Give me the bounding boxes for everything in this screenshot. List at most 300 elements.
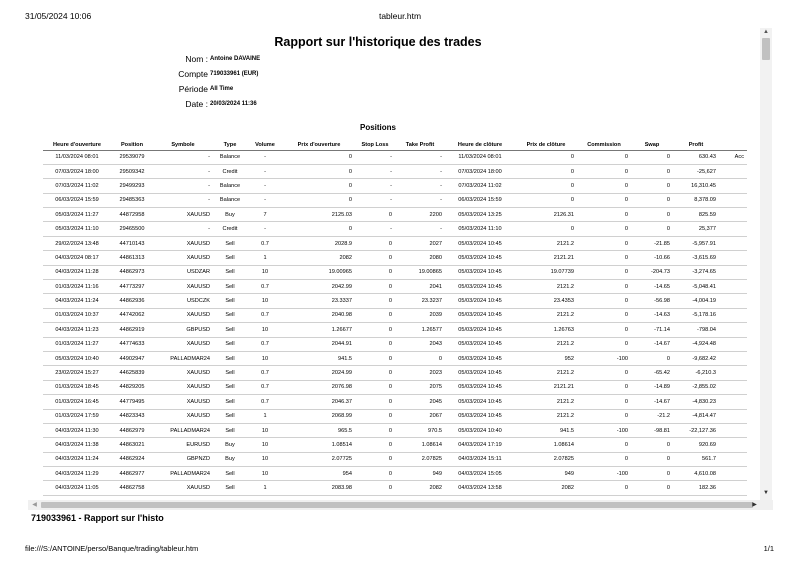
- table-cell: XAUUSD: [186, 211, 210, 218]
- table-cell: Acc: [734, 154, 744, 161]
- table-cell: 0: [624, 154, 628, 161]
- table-cell: 44773297: [119, 283, 145, 290]
- table-cell: 1.08514: [331, 442, 352, 448]
- table-cell: Buy: [225, 456, 235, 463]
- table-cell: 1.08614: [553, 442, 574, 448]
- table-cell: USDCZK: [187, 298, 210, 305]
- table-cell: 07/03/2024 11:02: [458, 182, 502, 189]
- table-cell: 0.7: [261, 370, 269, 377]
- table-cell: -14.65: [654, 283, 670, 290]
- table-cell: 630.43: [698, 154, 716, 161]
- table-cell: 1: [263, 485, 267, 492]
- table-cell: -14.67: [654, 341, 670, 348]
- table-cell: 2068.99: [331, 413, 352, 420]
- table-cell: Credit: [222, 168, 238, 175]
- table-cell: -: [440, 182, 442, 189]
- table-cell: 2024.99: [331, 370, 352, 377]
- table-cell: 05/03/2024 10:45: [458, 283, 502, 290]
- table-cell: 44862979: [119, 427, 145, 434]
- table-cell: 2076.98: [331, 384, 352, 391]
- table-cell: 0: [570, 182, 574, 189]
- table-cell: -3,615.69: [692, 254, 716, 261]
- table-cell: -: [390, 182, 392, 189]
- table-cell: 29539079: [119, 154, 145, 161]
- table-cell: Balance: [219, 182, 241, 189]
- vertical-scrollbar[interactable]: [760, 28, 772, 500]
- column-header: Profit: [688, 141, 704, 148]
- print-header: [0, 11, 800, 25]
- column-header: Prix d'ouverture: [297, 141, 341, 148]
- table-row: [43, 164, 747, 178]
- table-cell: 07/03/2024 11:02: [55, 182, 99, 189]
- meta-label: Compte: [178, 69, 208, 79]
- table-cell: 2039: [429, 312, 442, 319]
- table-cell: 0: [624, 240, 628, 247]
- table-cell: Sell: [225, 269, 235, 276]
- table-cell: 44829205: [119, 384, 145, 391]
- table-cell: Sell: [225, 283, 235, 290]
- table-row: [43, 323, 747, 337]
- table-cell: 05/03/2024 10:45: [458, 240, 502, 247]
- table-cell: 04/03/2024 11:23: [55, 326, 99, 333]
- table-cell: 0.7: [261, 384, 269, 391]
- table-cell: 29509342: [119, 168, 145, 175]
- table-cell: 2121.2: [556, 240, 574, 247]
- table-cell: -: [208, 182, 210, 189]
- table-cell: 0: [624, 485, 628, 492]
- table-cell: 1: [263, 254, 267, 261]
- table-row: [43, 481, 747, 495]
- table-cell: 29485363: [119, 197, 145, 204]
- table-cell: [719, 337, 747, 351]
- table-cell: 44862973: [119, 269, 145, 276]
- table-cell: 19.00865: [418, 269, 442, 276]
- table-cell: 05/03/2024 10:40: [55, 355, 99, 362]
- table-cell: 0.7: [261, 398, 269, 405]
- table-cell: 04/03/2024 11:05: [55, 485, 99, 492]
- table-cell: 0: [388, 442, 392, 448]
- table-cell: 0: [388, 326, 392, 333]
- table-cell: 05/03/2024 10:45: [458, 298, 502, 305]
- table-cell: 05/03/2024 11:10: [458, 226, 502, 233]
- table-cell: 2125.03: [331, 211, 352, 218]
- scroll-left-icon[interactable]: ◀: [32, 502, 37, 508]
- table-cell: 0: [624, 384, 628, 391]
- column-header: Prix de clôture: [526, 141, 566, 148]
- table-cell: 2121.2: [556, 413, 574, 420]
- table-cell: 05/03/2024 11:10: [55, 226, 99, 233]
- table-cell: -: [440, 226, 442, 233]
- table-cell: 2041: [429, 283, 442, 290]
- vertical-scroll-thumb[interactable]: [762, 38, 770, 60]
- table-cell: 2.07825: [421, 456, 442, 463]
- table-cell: [719, 265, 747, 279]
- table-cell: XAUUSD: [186, 413, 210, 420]
- table-cell: 44872958: [119, 211, 145, 218]
- table-cell: -: [208, 197, 210, 204]
- table-cell: -: [390, 226, 392, 233]
- table-cell: -4,830.23: [692, 398, 716, 405]
- table-cell: 0: [624, 298, 628, 305]
- table-cell: 2121.2: [556, 283, 574, 290]
- table-cell: 2121.21: [553, 384, 574, 391]
- table-cell: 23.4353: [553, 298, 574, 305]
- table-cell: -56.98: [654, 298, 670, 305]
- table-cell: 01/03/2024 18:45: [55, 384, 99, 391]
- table-cell: 0: [388, 427, 392, 434]
- table-cell: [719, 208, 747, 222]
- table-cell: Sell: [225, 355, 235, 362]
- table-cell: 2027: [429, 240, 442, 247]
- table-cell: 44823343: [119, 413, 145, 420]
- table-cell: Balance: [219, 197, 241, 204]
- table-row: [43, 380, 747, 394]
- table-cell: 07/03/2024 18:00: [55, 168, 99, 175]
- table-cell: 965.5: [338, 427, 352, 434]
- table-cell: Sell: [225, 413, 235, 420]
- table-cell: 0: [388, 456, 392, 463]
- table-cell: 0: [348, 226, 352, 233]
- table-cell: 0: [666, 485, 670, 492]
- table-cell: 0: [624, 312, 628, 319]
- table-cell: 05/03/2024 10:45: [458, 341, 502, 348]
- table-cell: Sell: [225, 485, 235, 492]
- table-cell: 04/03/2024 11:29: [55, 470, 99, 477]
- sheet-tab[interactable]: 719033961 - Rapport sur l'histo: [31, 513, 164, 523]
- table-cell: 0: [388, 298, 392, 305]
- table-cell: 23/02/2024 15:27: [55, 370, 99, 377]
- table-cell: [719, 380, 747, 394]
- print-datetime: 31/05/2024 10:06: [25, 11, 92, 21]
- table-cell: Sell: [225, 384, 235, 391]
- column-header: Symbole: [171, 141, 195, 148]
- table-cell: Sell: [225, 427, 235, 434]
- table-cell: 44862919: [119, 326, 145, 333]
- table-row: [43, 236, 747, 250]
- table-cell: [719, 193, 747, 207]
- table-cell: -10.66: [654, 254, 670, 261]
- table-cell: -100: [616, 355, 628, 362]
- table-cell: 561.7: [702, 456, 716, 463]
- table-cell: 0: [624, 269, 628, 276]
- table-cell: 2200: [429, 211, 442, 218]
- table-cell: -: [440, 168, 442, 175]
- table-cell: [719, 222, 747, 236]
- table-cell: 05/03/2024 10:45: [458, 326, 502, 333]
- table-header-row: [43, 140, 747, 150]
- table-cell: [719, 179, 747, 193]
- table-cell: Sell: [225, 240, 235, 247]
- table-cell: 10: [261, 456, 269, 463]
- table-cell: 05/03/2024 10:45: [458, 384, 502, 391]
- table-cell: 10: [261, 355, 269, 362]
- table-cell: 05/03/2024 10:45: [458, 413, 502, 420]
- table-cell: 0: [666, 456, 670, 463]
- table-cell: 2121.2: [556, 398, 574, 405]
- table-cell: 44710143: [119, 240, 145, 247]
- table-cell: -: [208, 226, 210, 233]
- table-cell: [719, 409, 747, 423]
- table-cell: 04/03/2024 11:28: [55, 269, 99, 276]
- table-cell: 23.3337: [331, 298, 352, 305]
- table-row: [43, 337, 747, 351]
- table-cell: 2046.37: [331, 398, 352, 405]
- table-cell: 0: [624, 370, 628, 377]
- table-cell: 16,310.45: [691, 182, 716, 189]
- table-cell: Sell: [225, 470, 235, 477]
- table-cell: -6,210.3: [695, 370, 716, 377]
- table-row: [43, 294, 747, 308]
- table-cell: -4,004.19: [692, 298, 716, 305]
- table-cell: -14.63: [654, 312, 670, 319]
- table-cell: 04/03/2024 11:30: [55, 427, 99, 434]
- table-cell: 06/03/2024 15:59: [55, 197, 99, 204]
- print-path: file:///S:/ANTOINE/perso/Banque/trading/tableur.htm: [25, 544, 199, 553]
- table-cell: 04/03/2024 08:17: [55, 254, 99, 261]
- table-cell: 2075: [429, 384, 442, 391]
- table-cell: 2.07825: [553, 456, 574, 463]
- table-cell: 04/03/2024 11:24: [55, 456, 99, 463]
- table-row: [43, 452, 747, 466]
- table-cell: 0: [666, 182, 670, 189]
- table-cell: 4,610.08: [694, 470, 716, 477]
- table-cell: 2121.2: [556, 341, 574, 348]
- table-cell: -21.2: [657, 413, 670, 420]
- table-cell: 2042.99: [331, 283, 352, 290]
- table-cell: 0: [388, 470, 392, 477]
- table-cell: 0: [666, 442, 670, 448]
- table-cell: [719, 251, 747, 265]
- meta-label: Période: [178, 84, 208, 94]
- table-cell: 8,378.09: [694, 197, 716, 204]
- table-cell: Credit: [222, 226, 238, 233]
- table-cell: 01/03/2024 17:59: [55, 413, 99, 420]
- table-cell: 11/03/2024 08:01: [458, 154, 502, 161]
- sheet-content: [28, 28, 768, 500]
- table-cell: 29499293: [119, 182, 145, 189]
- table-cell: Sell: [225, 312, 235, 319]
- table-cell: -71.14: [654, 326, 670, 333]
- table-cell: 954: [342, 470, 352, 477]
- table-cell: 2121.2: [556, 370, 574, 377]
- table-cell: -: [264, 154, 266, 161]
- table-cell: 920.69: [698, 442, 716, 448]
- table-cell: -4,814.47: [692, 413, 716, 420]
- print-page-number: 1/1: [763, 544, 774, 553]
- table-cell: Sell: [225, 398, 235, 405]
- table-cell: 2045: [429, 398, 442, 405]
- table-cell: [719, 294, 747, 308]
- table-cell: -798.04: [697, 326, 716, 333]
- table-cell: 0: [666, 168, 670, 175]
- scroll-right-icon[interactable]: ▶: [752, 502, 757, 508]
- table-cell: 44861313: [119, 254, 145, 261]
- table-cell: 44862936: [119, 298, 145, 305]
- table-cell: [719, 280, 747, 294]
- table-cell: 0: [624, 456, 628, 463]
- table-cell: 0: [348, 168, 352, 175]
- table-cell: 1.26577: [421, 326, 442, 333]
- column-header: Commission: [587, 141, 621, 148]
- table-cell: -100: [616, 427, 628, 434]
- table-cell: 0: [666, 211, 670, 218]
- table-cell: 0: [624, 326, 628, 333]
- table-cell: XAUUSD: [186, 398, 210, 405]
- table-cell: 0: [624, 341, 628, 348]
- table-cell: 2082: [429, 485, 442, 492]
- meta-label: Nom :: [185, 54, 208, 64]
- positions-table: [43, 140, 747, 496]
- table-cell: 01/03/2024 11:27: [55, 341, 99, 348]
- table-cell: 0: [624, 283, 628, 290]
- meta-value: 20/03/2024 11:36: [210, 101, 257, 107]
- table-cell: 01/03/2024 16:45: [55, 398, 99, 405]
- table-cell: 05/03/2024 10:45: [458, 355, 502, 362]
- table-cell: 952: [564, 355, 574, 362]
- table-cell: Sell: [225, 298, 235, 305]
- table-cell: 44902947: [119, 355, 145, 362]
- table-cell: 0: [624, 226, 628, 233]
- table-cell: 949: [564, 470, 574, 477]
- table-cell: 0.7: [261, 312, 269, 319]
- table-cell: 2023: [429, 370, 442, 377]
- table-cell: 05/03/2024 10:45: [458, 370, 502, 377]
- column-header: Position: [120, 141, 144, 148]
- table-cell: -: [440, 197, 442, 204]
- table-cell: 19.07739: [550, 269, 574, 276]
- table-cell: 19.00965: [328, 269, 352, 276]
- table-cell: -100: [616, 470, 628, 477]
- table-cell: -: [390, 154, 392, 161]
- table-cell: Sell: [225, 370, 235, 377]
- table-cell: -: [208, 168, 210, 175]
- table-cell: [719, 236, 747, 250]
- table-cell: [719, 467, 747, 481]
- table-cell: 0: [570, 168, 574, 175]
- report-meta: [168, 52, 260, 112]
- table-cell: -98.81: [654, 427, 670, 434]
- horizontal-scrollbar[interactable]: [28, 500, 773, 510]
- positions-body: [43, 150, 747, 495]
- scroll-down-icon[interactable]: ▼: [763, 490, 769, 496]
- table-cell: 05/03/2024 10:45: [458, 312, 502, 319]
- table-cell: -: [264, 182, 266, 189]
- table-cell: PALLADMAR24: [170, 470, 210, 477]
- table-cell: 05/03/2024 11:27: [55, 211, 99, 218]
- table-cell: 0: [570, 226, 574, 233]
- column-header: Type: [223, 141, 237, 148]
- table-cell: [719, 395, 747, 409]
- table-cell: 0: [624, 413, 628, 420]
- table-row: [43, 222, 747, 236]
- table-cell: 2043: [429, 341, 442, 348]
- table-cell: 2082: [339, 254, 352, 261]
- table-cell: 44742062: [119, 312, 145, 319]
- column-header: Take Profit: [405, 141, 435, 148]
- meta-row-date: [168, 97, 260, 112]
- table-row: [43, 265, 747, 279]
- table-cell: 0: [666, 470, 670, 477]
- column-header: [719, 140, 747, 150]
- table-cell: 07/03/2024 18:00: [458, 168, 502, 175]
- table-cell: 01/03/2024 10:37: [55, 312, 99, 319]
- table-cell: -5,048.41: [692, 283, 716, 290]
- table-cell: 0: [666, 154, 670, 161]
- horizontal-scroll-thumb[interactable]: [41, 502, 753, 508]
- table-cell: USDZAR: [187, 269, 210, 276]
- table-cell: 04/03/2024 11:24: [55, 298, 99, 305]
- table-cell: Buy: [225, 211, 235, 218]
- table-cell: 0.7: [261, 240, 269, 247]
- table-cell: -: [264, 197, 266, 204]
- table-cell: XAUUSD: [186, 283, 210, 290]
- table-cell: 0: [388, 312, 392, 319]
- table-cell: -: [208, 154, 210, 161]
- scroll-up-icon[interactable]: ▲: [763, 29, 769, 35]
- table-cell: 0: [348, 182, 352, 189]
- table-row: [43, 438, 747, 452]
- table-cell: 10: [261, 427, 269, 434]
- table-row: [43, 280, 747, 294]
- meta-value: Antoine DAVAINE: [210, 56, 261, 62]
- table-row: [43, 351, 747, 365]
- table-cell: 1: [263, 413, 267, 420]
- table-cell: XAUUSD: [186, 485, 210, 492]
- table-cell: EURUSD: [186, 442, 210, 448]
- table-cell: 0: [666, 226, 670, 233]
- meta-row-compte: [168, 67, 260, 82]
- table-cell: 0: [624, 182, 628, 189]
- table-cell: Buy: [225, 442, 235, 448]
- print-filename: tableur.htm: [378, 11, 422, 21]
- table-row: [43, 251, 747, 265]
- table-cell: [719, 308, 747, 322]
- table-cell: 25,377: [698, 226, 716, 233]
- table-cell: 2082: [561, 485, 574, 492]
- table-cell: 941.5: [560, 427, 574, 434]
- column-header: Stop Loss: [361, 141, 389, 148]
- table-cell: 10: [261, 442, 269, 448]
- table-cell: 2067: [429, 413, 442, 420]
- table-row: [43, 366, 747, 380]
- table-cell: 0: [438, 355, 442, 362]
- table-cell: XAUUSD: [186, 312, 210, 319]
- table-cell: [719, 323, 747, 337]
- table-cell: 0: [624, 442, 628, 448]
- table-cell: 1.26763: [553, 326, 574, 333]
- table-cell: 0: [388, 398, 392, 405]
- table-cell: 0: [388, 355, 392, 362]
- table-cell: 0: [570, 197, 574, 204]
- column-header: Volume: [255, 141, 275, 148]
- table-cell: XAUUSD: [186, 254, 210, 261]
- sheet-viewport[interactable]: [28, 28, 773, 500]
- table-cell: 0: [388, 283, 392, 290]
- print-footer: [0, 544, 800, 556]
- table-cell: -5,178.16: [692, 312, 716, 319]
- table-cell: 2044.91: [331, 341, 352, 348]
- table-cell: GBPUSD: [186, 326, 210, 333]
- table-cell: [719, 366, 747, 380]
- table-cell: 0: [388, 211, 392, 218]
- table-cell: 44862758: [119, 485, 145, 492]
- table-cell: 44779495: [119, 398, 145, 405]
- table-cell: 10: [261, 269, 269, 276]
- report-title: Rapport sur l'historique des trades: [274, 35, 482, 49]
- table-cell: [719, 481, 747, 495]
- table-cell: 23.3237: [421, 298, 442, 305]
- table-cell: 05/03/2024 10:45: [458, 398, 502, 405]
